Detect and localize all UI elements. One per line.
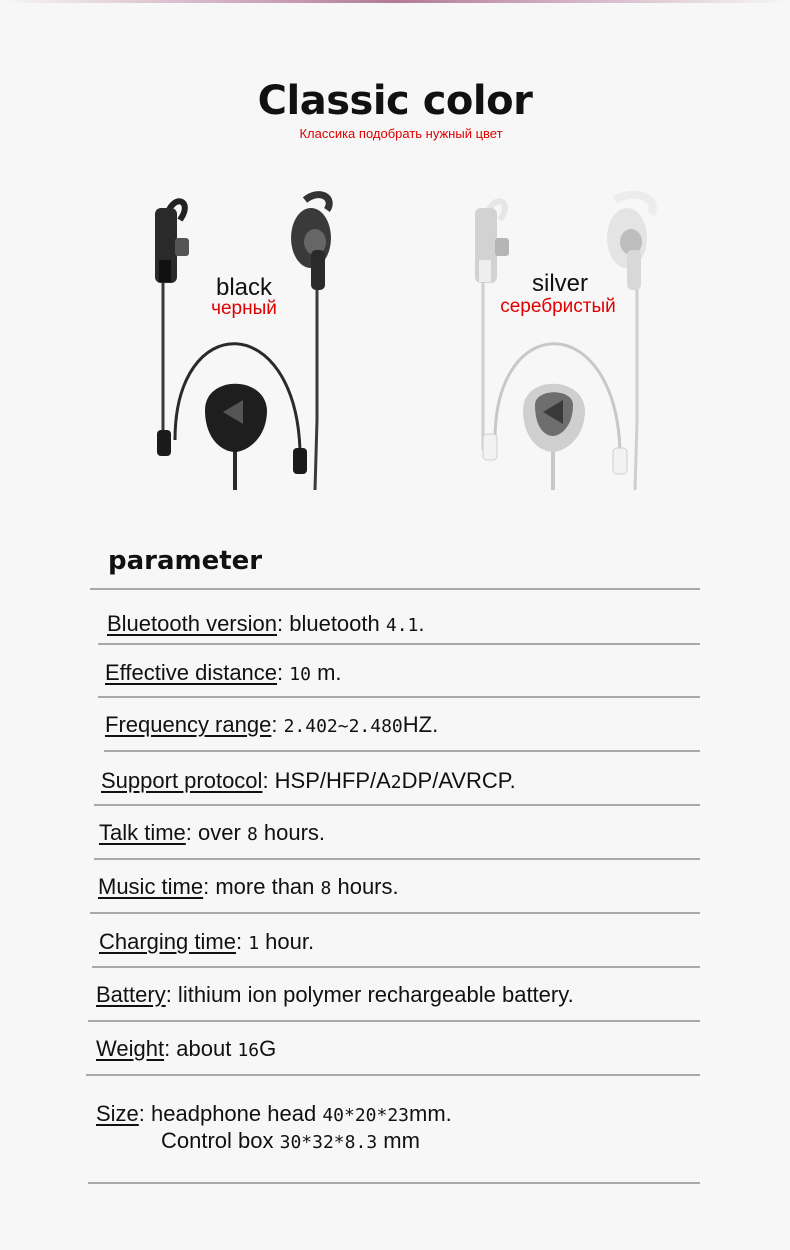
param-row-music-time: Music time: more than 8 hours. <box>98 874 399 899</box>
param-row-talk-time: Talk time: over 8 hours. <box>99 820 326 845</box>
parameter-heading: parameter <box>108 546 263 576</box>
color-name-black: black <box>215 274 273 301</box>
color-name-silver: silver <box>531 270 588 297</box>
color-name-silver-ru: серебристый <box>500 296 616 317</box>
param-row-bluetooth-version: Bluetooth version: bluetooth 4.1. <box>107 611 425 636</box>
page-subtitle: Классика подобрать нужный цвет <box>299 126 503 141</box>
divider <box>94 858 700 860</box>
param-row-weight: Weight: about 16G <box>96 1036 277 1061</box>
product-black-image <box>135 190 375 490</box>
divider <box>98 643 700 645</box>
param-row-charging-time: Charging time: 1 hour. <box>99 929 315 954</box>
divider <box>88 1020 700 1022</box>
divider <box>94 804 700 806</box>
divider <box>92 966 700 968</box>
divider <box>86 1074 700 1076</box>
divider <box>90 912 700 914</box>
param-row-frequency-range: Frequency range: 2.402~2.480HZ. <box>105 712 439 737</box>
page-title: Classic color <box>257 78 533 124</box>
param-row-size-control-box: Control box 30*32*8.3 mm <box>161 1128 420 1153</box>
color-name-black-ru: черный <box>211 298 277 319</box>
top-decor-strip <box>0 0 790 3</box>
divider <box>90 588 700 590</box>
divider <box>88 1182 700 1184</box>
headphones-silver-icon <box>455 190 695 490</box>
headphones-black-icon <box>135 190 375 490</box>
param-row-support-protocol: Support protocol: HSP/HFP/A2DP/AVRCP. <box>101 768 516 793</box>
divider <box>104 750 700 752</box>
param-row-effective-distance: Effective distance: 10 m. <box>105 660 342 685</box>
param-row-battery: Battery: lithium ion polymer rechargeable battery. <box>96 982 574 1007</box>
param-row-size: Size: headphone head 40*20*23mm. <box>96 1101 452 1126</box>
product-silver-image <box>455 190 695 490</box>
divider <box>98 696 700 698</box>
